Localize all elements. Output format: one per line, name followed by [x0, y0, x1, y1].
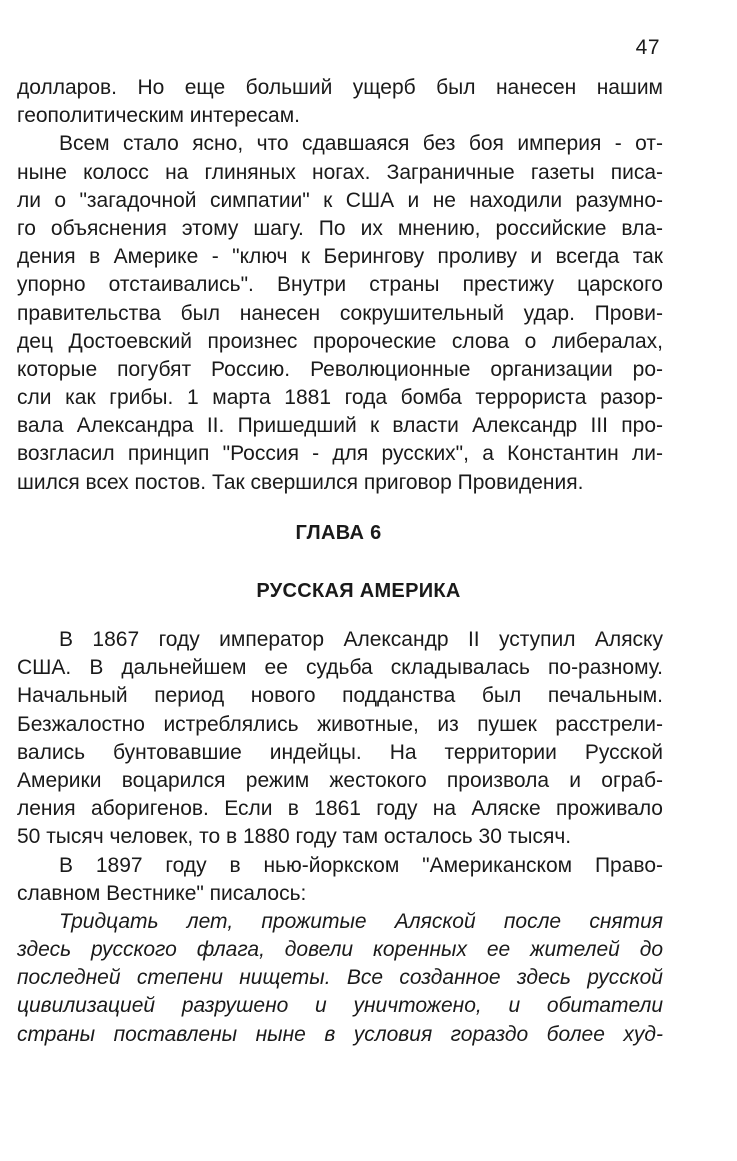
text-line: Всем стало ясно, что сдавшаяся без боя империя - от-: [59, 132, 663, 156]
page-number: 47: [635, 36, 660, 59]
quote-line: цивилизацией разрушено и уничтожено, и обитатели: [17, 994, 663, 1018]
text-line: геополитическим интересам.: [17, 104, 300, 128]
paragraph-block-opening: [17, 74, 663, 497]
paragraph-block-chapter: [17, 626, 663, 1049]
chapter-heading: ГЛАВА 6: [295, 522, 382, 544]
quote-line: страны поставлены ныне в условия гораздо более худ-: [17, 1022, 663, 1046]
text-line: Америки воцарился режим жестокого произвола и ограб-: [17, 768, 663, 792]
quote-line: здесь русского флага, довели коренных ее жителей до: [17, 938, 663, 962]
chapter-title: РУССКАЯ АМЕРИКА: [256, 580, 461, 602]
text-line: ления аборигенов. Если в 1861 году на Аляске проживало: [17, 797, 663, 821]
text-line: возгласил принцип "Россия - для русских", а Константин ли-: [17, 442, 663, 466]
text-line: го объяснения этому шагу. По их мнению, российские вла-: [17, 216, 663, 240]
quote-line: Тридцать лет, прожитые Аляской после снятия: [59, 909, 663, 933]
text-line: ли о "загадочной симпатии" к США и не находили разумно-: [17, 188, 663, 212]
text-line: долларов. Но еще больший ущерб был нанесен нашим: [17, 76, 663, 99]
text-line: Безжалостно истреблялись животные, из пушек расстрели-: [17, 712, 663, 736]
text-line: В 1867 году император Александр II уступил Аляску: [59, 628, 663, 651]
text-line: дец Достоевский произнес пророческие слова о либералах,: [17, 329, 663, 353]
text-line: ныне колосс на глиняных ногах. Заграничные газеты писа-: [17, 160, 663, 184]
text-line: упорно отстаивались". Внутри страны престижу царского: [17, 273, 663, 297]
text-line: США. В дальнейшем ее судьба складывалась по-разному.: [17, 656, 663, 680]
text-line: шился всех постов. Так свершился приговор Провидения.: [17, 470, 584, 494]
text-line: вались бунтовавшие индейцы. На территории Русской: [17, 740, 663, 764]
text-line: Начальный период нового подданства был печальным.: [17, 684, 663, 708]
text-line: которые погубят Россию. Революционные организации ро-: [17, 357, 663, 381]
text-line: дения в Америке - "ключ к Берингову проливу и всегда так: [17, 245, 663, 269]
text-line: В 1897 году в нью-йоркском "Американском Право-: [59, 853, 663, 877]
text-line: вала Александра II. Пришедший к власти Александр III про-: [17, 414, 663, 438]
text-line: 50 тысяч человек, то в 1880 году там осталось 30 тысяч.: [17, 825, 572, 849]
text-line: славном Вестнике" писалось:: [17, 881, 307, 905]
text-line: правительства был нанесен сокрушительный удар. Прови-: [17, 301, 663, 325]
text-line: сли как грибы. 1 марта 1881 года бомба террориста разор-: [17, 386, 663, 410]
quote-line: последней степени нищеты. Все созданное здесь русской: [17, 966, 663, 990]
